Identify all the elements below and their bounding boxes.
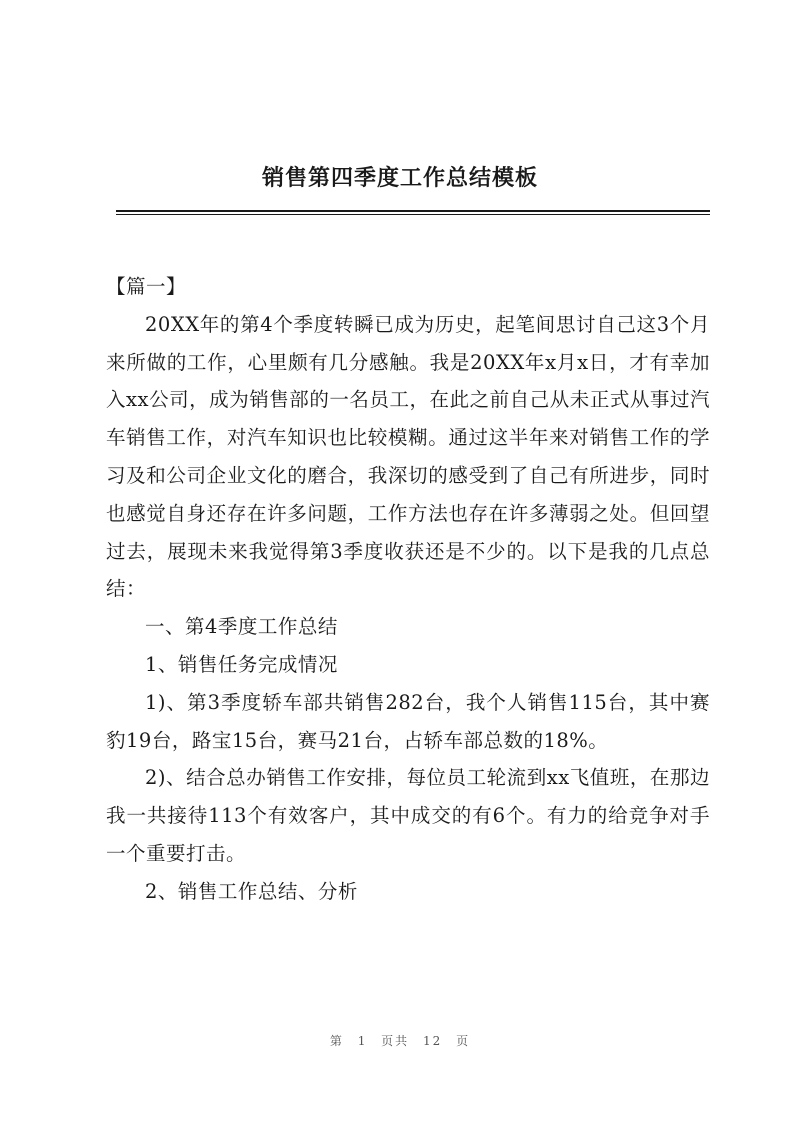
document-title: 销售第四季度工作总结模板 (261, 165, 538, 191)
page-footer (0, 1032, 800, 1049)
section-label: 【篇一】 (106, 275, 187, 298)
document-body (106, 268, 710, 911)
footer-prefix: 第 (329, 1034, 344, 1048)
footer-middle: 页共 (381, 1034, 410, 1048)
paragraph-duty-rotation: 2)、结合总办销售工作安排，每位员工轮流到xx飞值班，在那边我一共接待113个有效客户，其中成交的有6个。有力的给竞争对手一个重要打击。 (106, 766, 710, 865)
footer-suffix: 页 (456, 1034, 471, 1048)
footer-page-number: 1 (357, 1034, 368, 1048)
title-rule-thick (116, 210, 710, 212)
heading-sales-task: 1、销售任务完成情况 (145, 652, 338, 676)
paragraph-intro: 20XX年的第4个季度转瞬已成为历史，起笔间思讨自己这3个月来所做的工作，心里颇有几分感触。我是20XX年x月x日，才有幸加入xx公司，成为销售部的一名员工，在此之前自己从未正式从事过汽车销售工作，对汽车知识也比较模糊。通过这半年来对销售工作的学习及和公司企业文化的磨合，我深切的感受到了自己有所进步，同时也感觉自身还存在许多问题，工作方法也存在许多薄弱之处。但回望过去，展现未来我觉得第3季度收获还是不少的。以下是我的几点总结： (106, 312, 710, 601)
title-rule-thin (116, 214, 710, 215)
heading-sales-analysis: 2、销售工作总结、分析 (145, 879, 358, 903)
heading-q4-summary: 一、第4季度工作总结 (145, 615, 338, 639)
paragraph-sales-figures: 1)、第3季度轿车部共销售282台，我个人销售115台，其中赛豹19台，路宝15台，赛马21台，占轿车部总数的18%。 (106, 690, 710, 752)
footer-total-pages: 12 (423, 1034, 443, 1048)
